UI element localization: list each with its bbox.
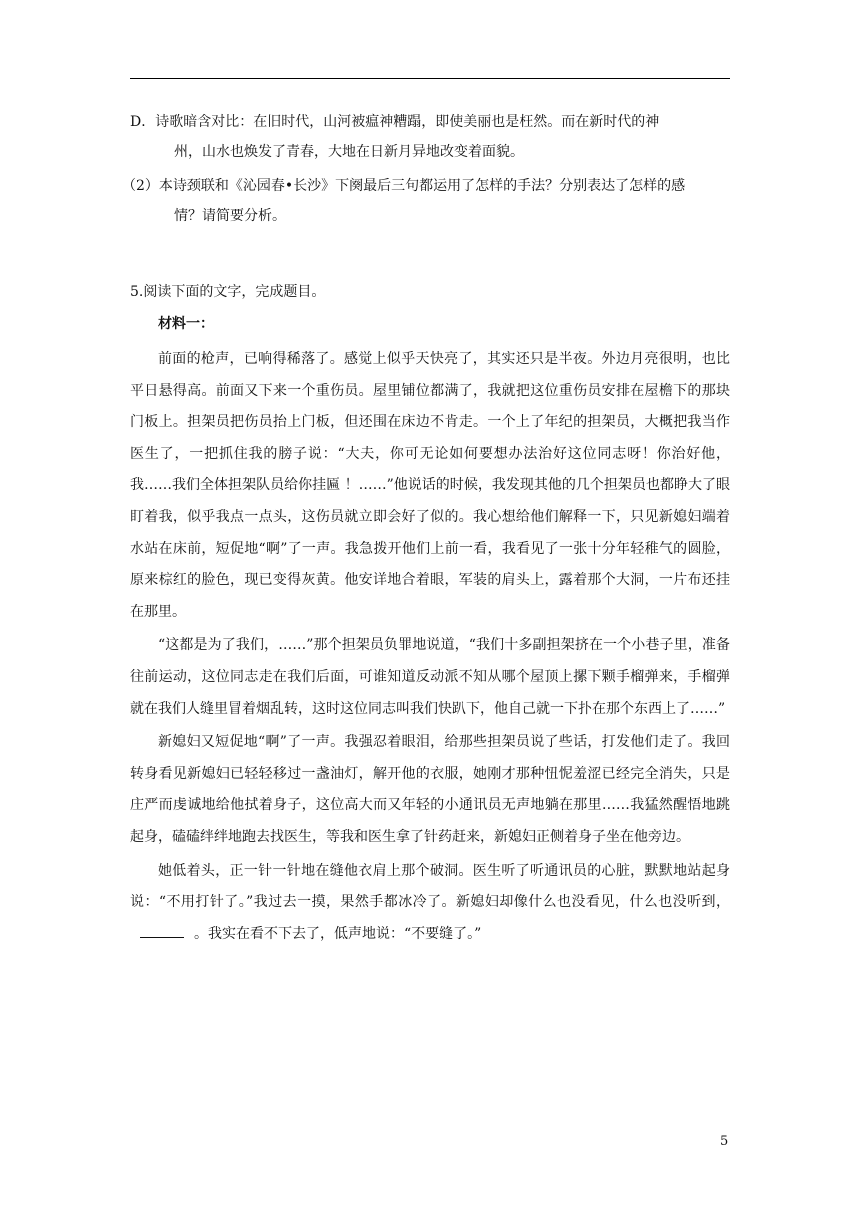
paragraph-1: 前面的枪声，已响得稀落了。感觉上似乎天快亮了，其实还只是半夜。外边月亮很明，也比平日悬得高。前面又下来一个重伤员。屋里铺位都满了，我就把这位重伤员安排在屋檐下的那块门板上。担架员把伤员抬上门板，但还围在床边不肯走。一个上了年纪的担架员，大概把我当作医生了，一把抓住我的膀子说：“大夫，你可无论如何要想办法治好这位同志呀！你治好他，我……我们全体担架队员给你挂匾 ！……”他说话的时候，我发现其他的几个担架员也都睁大了眼盯着我，似乎我点一点头，这伤员就立即会好了似的。我心想给他们解释一下，只见新媳妇端着水站在床前，短促地“啊”了一声。我急拨开他们上前一看，我看见了一张十分年轻稚气的圆脸，原来棕红的脸色，现已变得灰黄。他安详地合着眼，军装的肩头上，露着那个大洞，一片布还挂在那里。: [130, 351, 730, 620]
option-d-line2: 州，山水也焕发了青春，大地在日新月异地改变着面貌。: [174, 144, 524, 160]
reading-passage: [130, 344, 730, 950]
question-5-title: 5.阅读下面的文字，完成题目。: [130, 284, 326, 300]
material-one: [130, 309, 730, 339]
material-label: 材料一：: [158, 316, 214, 332]
page-number: 5: [720, 1134, 729, 1149]
option-d: [130, 107, 730, 167]
question-2-text: [122, 171, 730, 231]
paragraph-4-before-blank: 她低着头，正一针一针地在缝他衣肩上那个破洞。医生听了听通讯员的心脏，默默地站起身说：“不用打针了。”我过去一摸，果然手都冰冷了。新媳妇却像什么也没看见，什么也没听到，: [130, 862, 730, 911]
paragraph-4-after-blank: 。我实在看不下去了，低声地说：“不要缝了。”: [194, 925, 482, 942]
question-2-line1: （2）本诗颈联和《沁园春•长沙》下阕最后三句都运用了怎样的手法？分别表达了怎样的感: [122, 178, 686, 194]
header-rule: [130, 78, 730, 79]
question-2: [122, 171, 730, 231]
paragraph-4: [130, 856, 730, 951]
question-2-line2: 情？请简要分析。: [174, 208, 286, 224]
paragraph-2: “这都是为了我们，……”那个担架员负罪地说道，“我们十多副担架挤在一个小巷子里，准备往前运动，这位同志走在我们后面，可谁知道反动派不知从哪个屋顶上摞下颗手榴弹来，手榴弹就在我们人缝里冒着烟乱转，这时这位同志叫我们快趴下，他自己就一下扑在那个东西上了……”: [130, 637, 730, 717]
option-d-text: [130, 107, 730, 167]
question-5: [130, 277, 730, 307]
answer-blank: [140, 923, 184, 938]
option-d-line1: D．诗歌暗含对比：在旧时代，山河被瘟神糟蹋，即使美丽也是枉然。而在新时代的神: [130, 114, 660, 130]
paragraph-3: 新媳妇又短促地“啊”了一声。我强忍着眼泪，给那些担架员说了些话，打发他们走了。我回转身看见新媳妇已轻轻移过一盏油灯，解开他的衣服，她刚才那种忸怩羞涩已经完全消失，只是庄严而虔诚地给他拭着身子，这位高大而又年轻的小通讯员无声地躺在那里……我猛然醒悟地跳起身，磕磕绊绊地跑去找医生，等我和医生拿了针药赶来，新媳妇正侧着身子坐在他旁边。: [130, 734, 730, 845]
